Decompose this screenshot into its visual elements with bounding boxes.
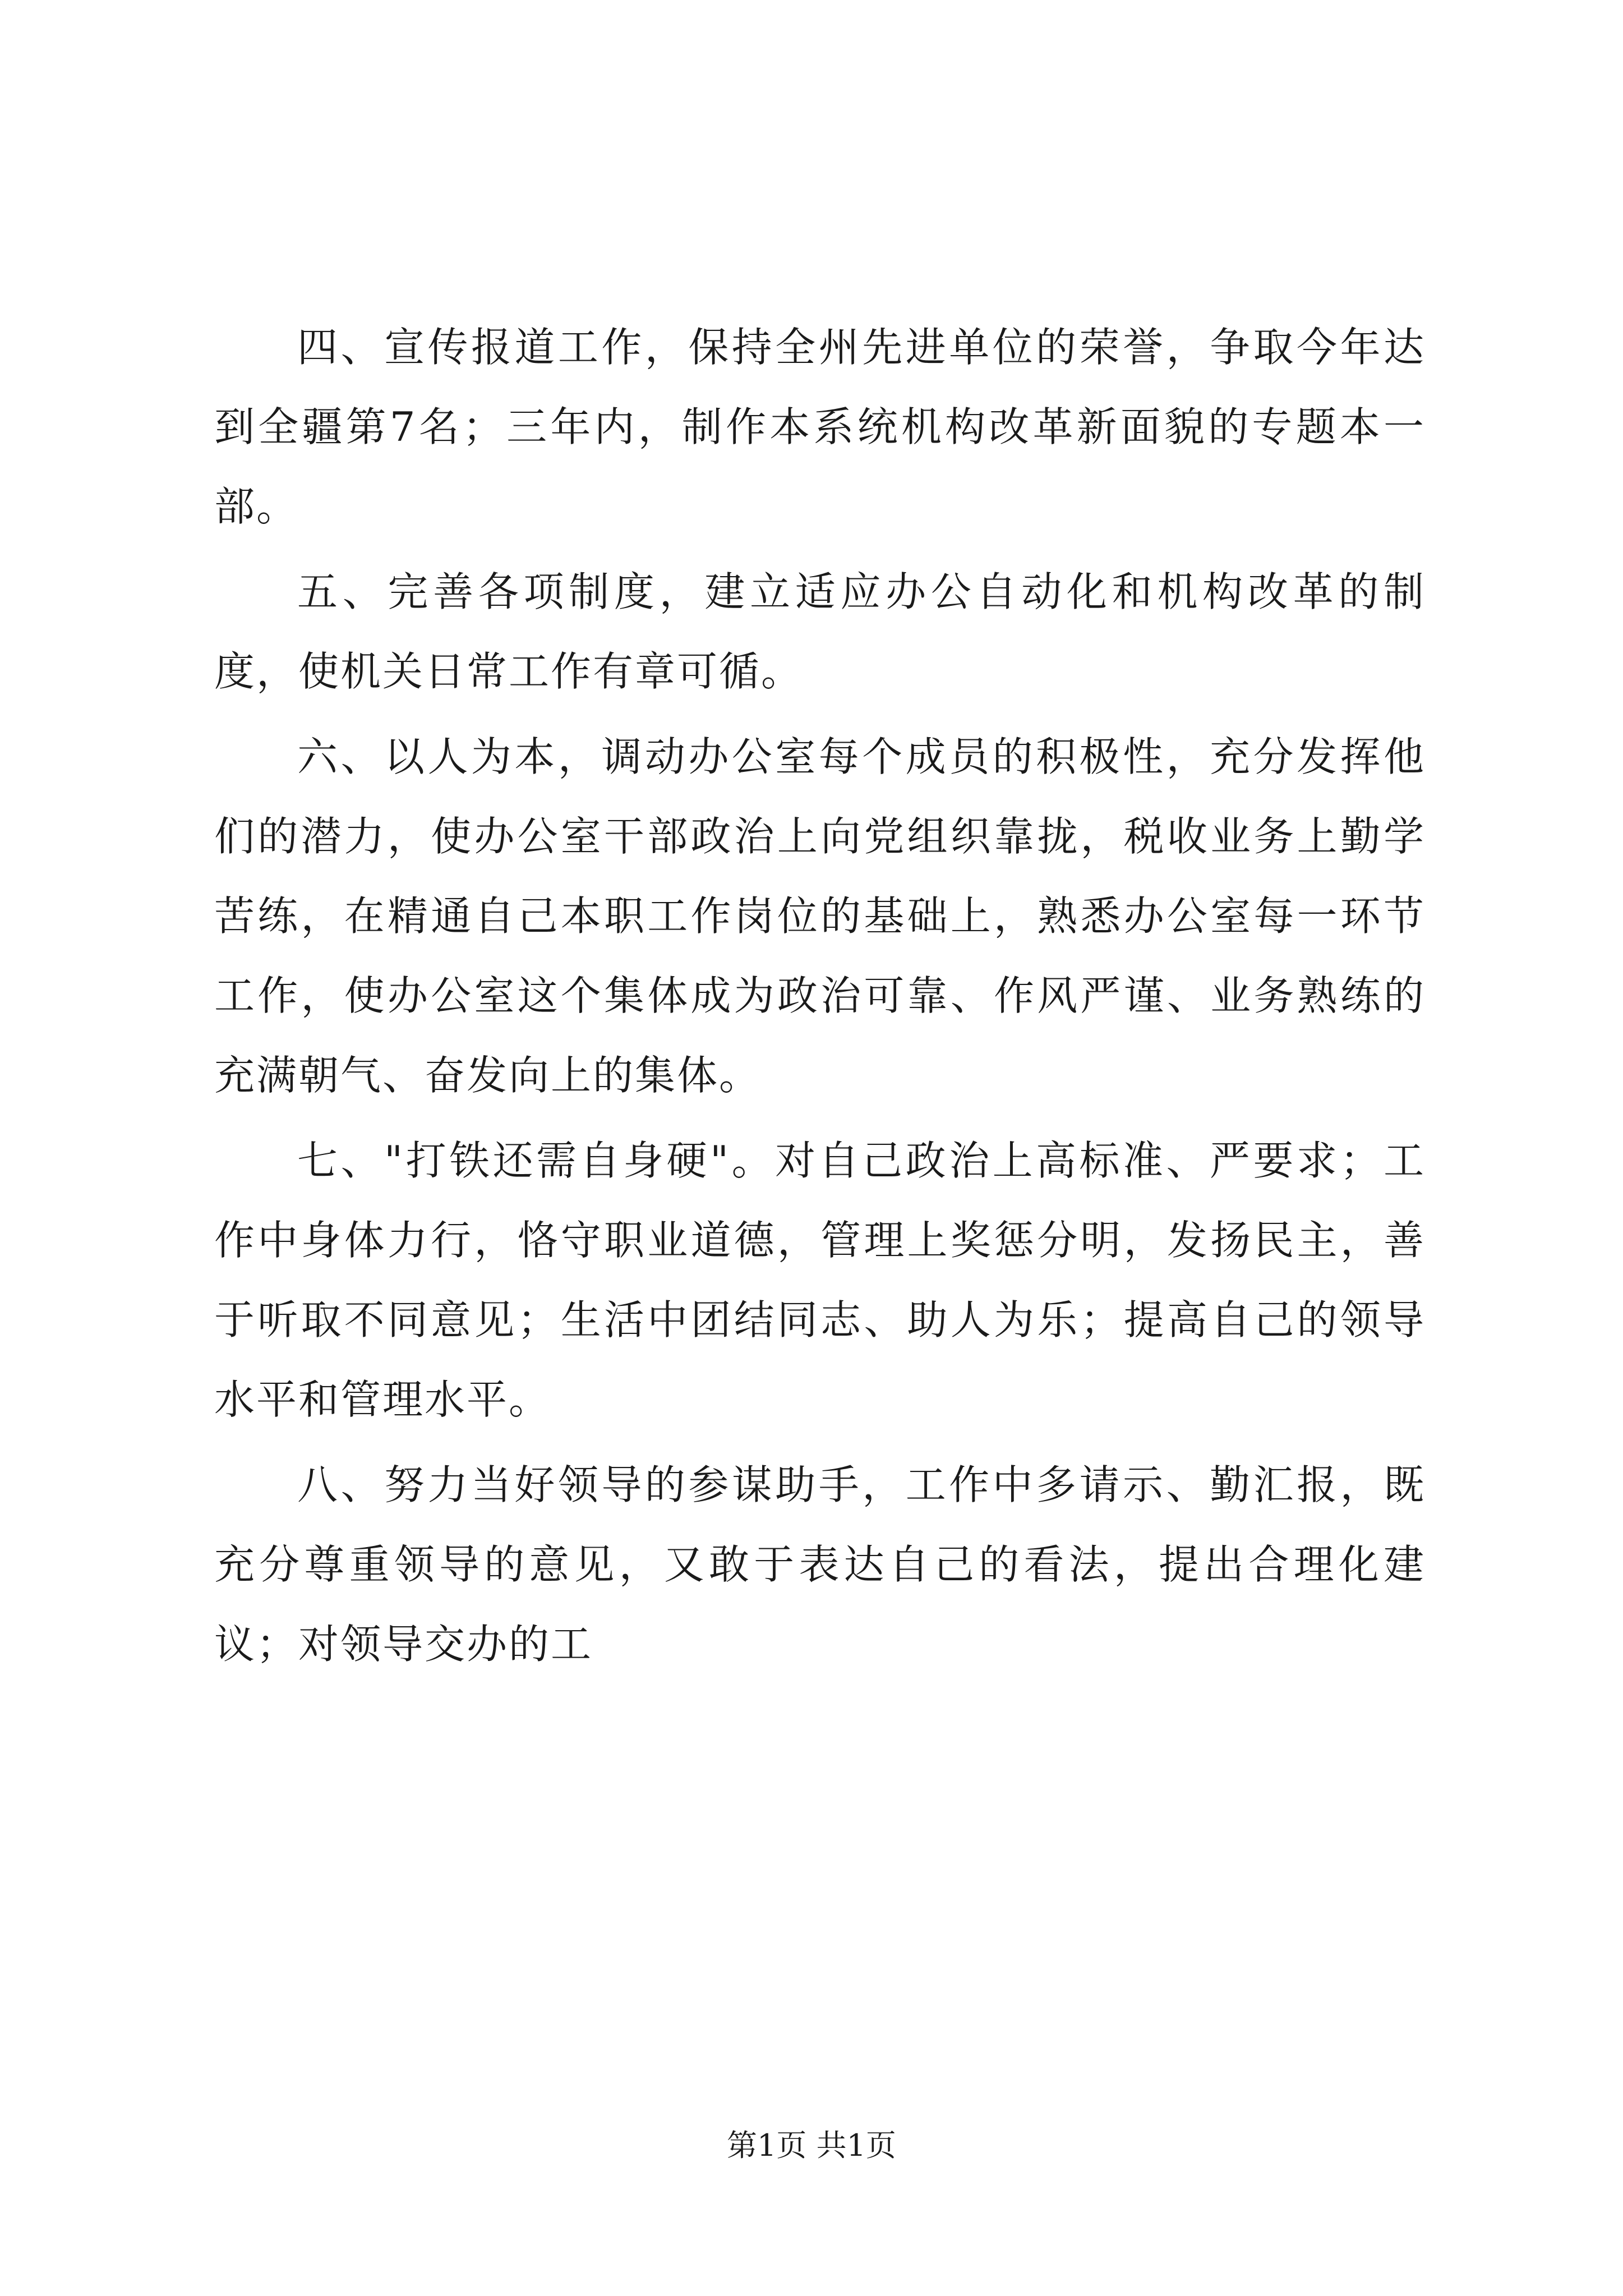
page-number-footer: 第1页 共1页 [727,2128,896,2163]
paragraph-4: 四、宣传报道工作，保持全州先进单位的荣誉，争取今年达到全疆第7名；三年内，制作本系统机构改革新面貌的专题本一部。 [214,324,1426,530]
document-body [214,307,1426,1690]
paragraph-8: 八、努力当好领导的参谋助手，工作中多请示、勤汇报，既充分尊重领导的意见，又敢于表达自己的看法，提出合理化建议；对领导交办的工 [214,1461,1426,1668]
paragraph-5: 五、完善各项制度，建立适应办公自动化和机构改革的制度，使机关日常工作有章可循。 [214,568,1426,695]
paragraph-6: 六、以人为本，调动办公室每个成员的积极性，充分发挥他们的潜力，使办公室干部政治上向党组织靠拢，税收业务上勤学苦练，在精通自己本职工作岗位的基础上，熟悉办公室每一环节工作，使办公室这个集体成为政治可靠、作风严谨、业务熟练的充满朝气、奋发向上的集体。 [214,733,1426,1099]
paragraph-7: 七、"打铁还需自身硬"。对自己政治上高标准、严要求；工作中身体力行，恪守职业道德，管理上奖惩分明，发扬民主，善于听取不同意见；生活中团结同志、助人为乐；提高自己的领导水平和管理水平。 [214,1137,1426,1423]
